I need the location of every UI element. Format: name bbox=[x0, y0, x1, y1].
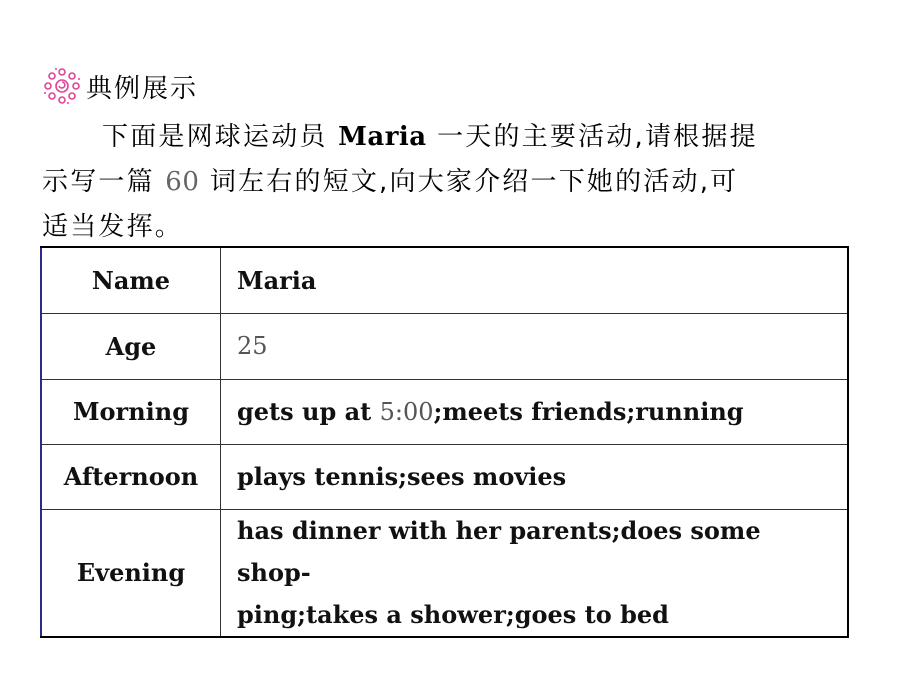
row-value: 25 bbox=[221, 313, 849, 379]
wake-time: 5:00 bbox=[379, 398, 434, 426]
word-count: 60 bbox=[165, 167, 200, 197]
prompt-text: 一天的主要活动,请根据提 bbox=[437, 122, 758, 152]
row-value bbox=[221, 509, 849, 637]
prompt-text: 下面是网球运动员 bbox=[102, 122, 328, 152]
table-row bbox=[41, 247, 848, 313]
value-text: ;meets friends;running bbox=[433, 397, 744, 426]
athlete-name: Maria bbox=[338, 122, 427, 152]
row-label: Age bbox=[41, 313, 221, 379]
row-label: Morning bbox=[41, 379, 221, 444]
row-value: Maria bbox=[221, 247, 849, 313]
prompt-text: 词左右的短文,向大家介绍一下她的活动,可 bbox=[209, 167, 739, 197]
row-label: Name bbox=[41, 247, 221, 313]
table-row bbox=[41, 313, 848, 379]
prompt-text: 适当发挥。 bbox=[42, 212, 184, 242]
prompt-paragraph bbox=[42, 115, 857, 250]
prompt-line-3 bbox=[42, 205, 857, 250]
heading-text: 典例展示 bbox=[86, 73, 199, 104]
prompt-line-1 bbox=[42, 115, 857, 160]
row-value bbox=[221, 379, 849, 444]
activity-table bbox=[40, 246, 849, 638]
row-label: Afternoon bbox=[41, 444, 221, 509]
prompt-text: 示写一篇 bbox=[42, 167, 155, 197]
table-row bbox=[41, 379, 848, 444]
value-text: gets up at bbox=[237, 397, 380, 426]
row-label: Evening bbox=[41, 509, 221, 637]
flower-icon bbox=[42, 66, 82, 106]
table-row bbox=[41, 444, 848, 509]
prompt-line-2 bbox=[42, 160, 857, 205]
value-line: ping;takes a shower;goes to bed bbox=[237, 599, 669, 629]
row-value: plays tennis;sees movies bbox=[221, 444, 849, 509]
table-row bbox=[41, 509, 848, 637]
value-line: has dinner with her parents;does some shop- bbox=[237, 515, 761, 587]
section-heading bbox=[42, 66, 198, 106]
